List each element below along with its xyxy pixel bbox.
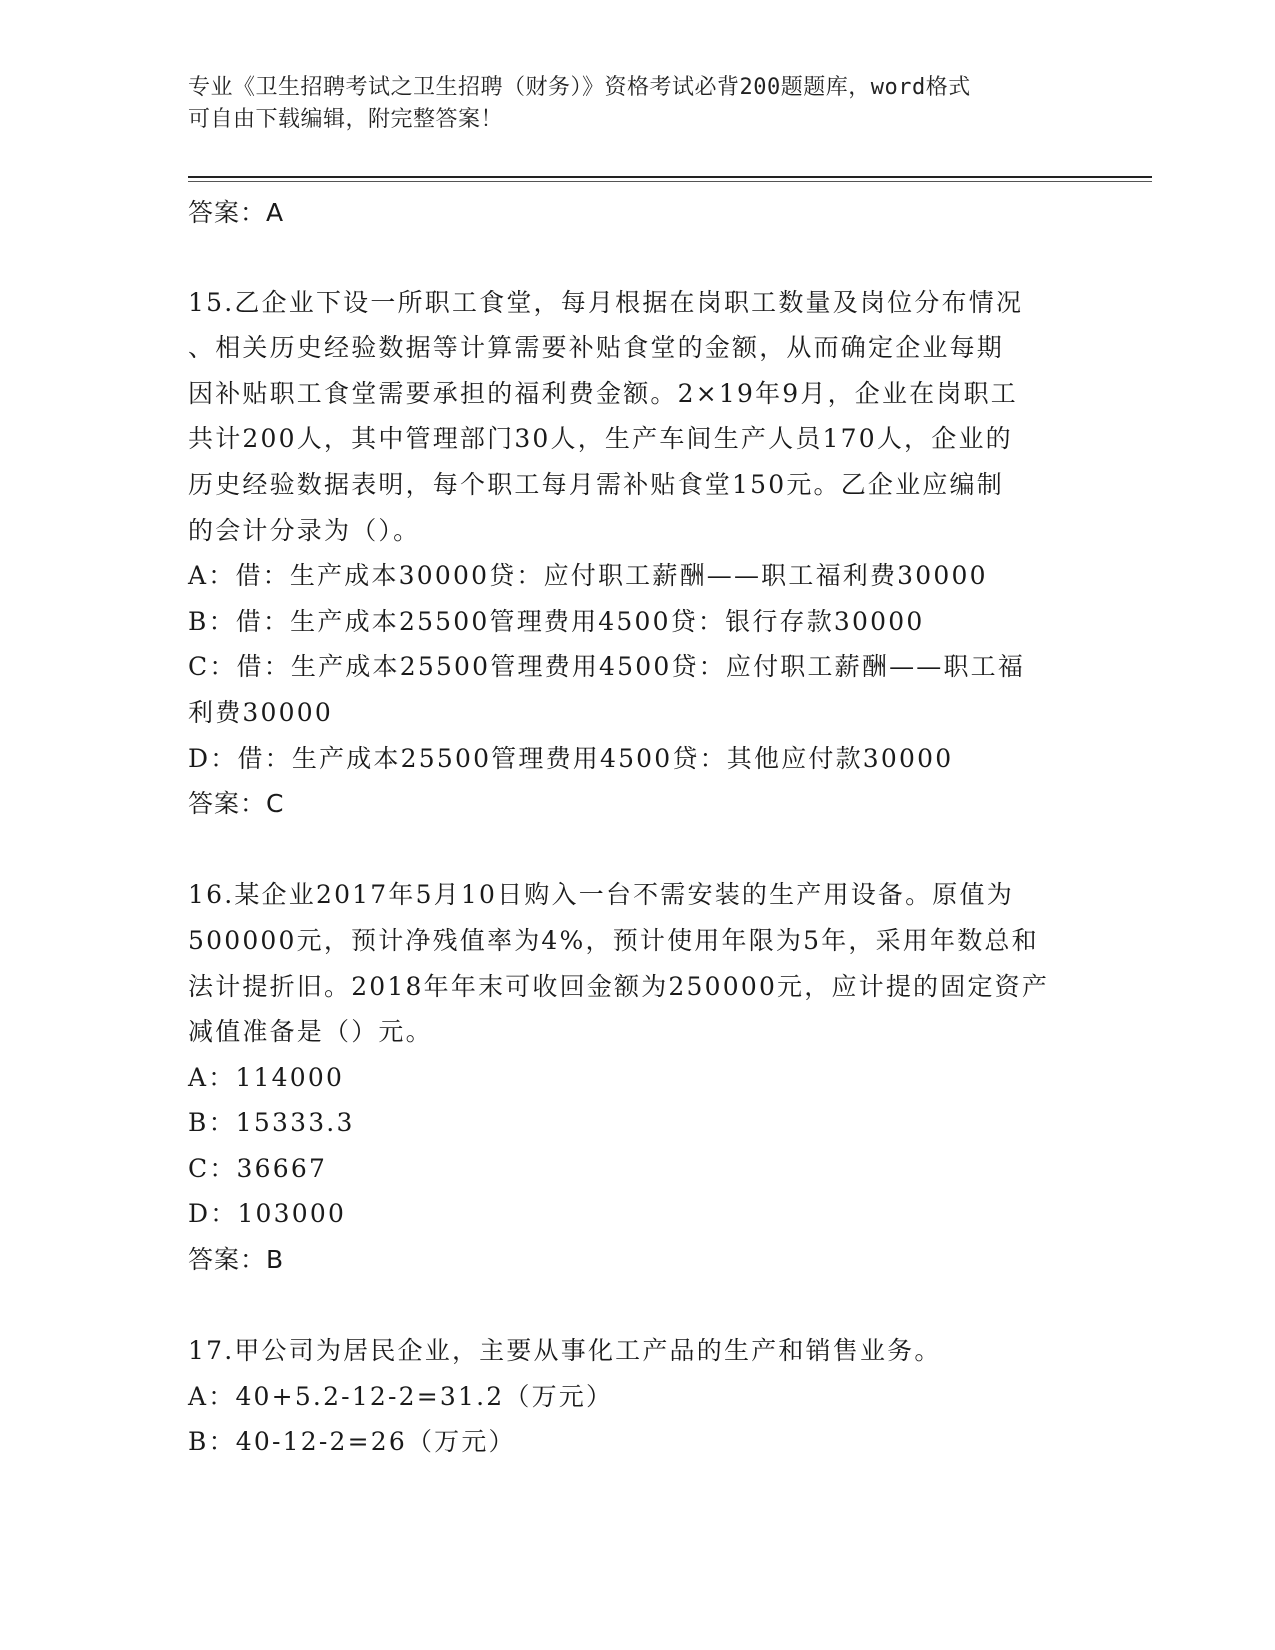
question-15-option-d: D：借：生产成本25500管理费用4500贷：其他应付款30000 [188,743,954,773]
question-15-stem-line: 历史经验数据表明，每个职工每月需补贴食堂150元。乙企业应编制 [188,469,1004,499]
question-15-stem-line: 因补贴职工食堂需要承担的福利费金额。2×19年9月，企业在岗职工 [188,378,1018,408]
header-title-line-1: 专业《卫生招聘考试之卫生招聘（财务）》资格考试必背200题题库，word格式 [188,75,971,100]
question-16-stem-line: 减值准备是（）元。 [188,1017,433,1047]
question-16-option-d: D：103000 [188,1199,347,1229]
question-content [188,190,1108,1465]
question-15-answer: 答案：C [188,789,285,819]
question-15-stem-line: 、相关历史经验数据等计算需要补贴食堂的金额，从而确定企业每期 [188,333,1005,363]
document-header [188,72,1088,136]
question-15-option-b: B：借：生产成本25500管理费用4500贷：银行存款30000 [188,606,925,636]
question-17 [188,1328,1108,1465]
spacer [188,1283,1108,1329]
question-16-option-a: A：114000 [188,1062,345,1092]
question-16-answer: 答案：B [188,1245,285,1275]
question-15-option-a: A：借：生产成本30000贷：应付职工薪酬——职工福利费30000 [188,561,988,591]
question-17-option-b: B：40-12-2=26（万元） [188,1427,516,1457]
question-15-option-c-continued: 利费30000 [188,697,333,727]
previous-question-answer: 答案：A [188,198,285,227]
question-16-stem-line: 16.某企业2017年5月10日购入一台不需安装的生产用设备。原值为 [188,880,1014,910]
question-16-option-b: B：15333.3 [188,1108,355,1138]
question-17-option-a: A：40+5.2-12-2=31.2（万元） [188,1381,614,1411]
question-15-stem-line: 15.乙企业下设一所职工食堂，每月根据在岗职工数量及岗位分布情况 [188,287,1024,317]
header-title-line-2: 可自由下载编辑，附完整答案！ [188,107,504,132]
question-16-stem-line: 法计提折旧。2018年年末可收回金额为250000元，应计提的固定资产 [188,971,1050,1001]
question-15-stem-line: 共计200人，其中管理部门30人，生产车间生产人员170人，企业的 [188,424,1013,454]
question-16-stem-line: 500000元，预计净残值率为4%，预计使用年限为5年，采用年数总和 [188,925,1039,955]
question-15-option-c: C：借：生产成本25500管理费用4500贷：应付职工薪酬——职工福 [188,652,1026,682]
spacer [188,258,1108,280]
question-15-stem-line: 的会计分录为（）。 [188,515,421,545]
header-divider-thick [188,176,1152,178]
question-16 [188,872,1108,1282]
question-15 [188,280,1108,827]
question-16-option-c: C：36667 [188,1153,328,1183]
spacer [188,827,1108,873]
spacer [188,236,1108,258]
header-divider-thin [188,181,1152,182]
question-17-stem-line: 17.甲公司为居民企业，主要从事化工产品的生产和销售业务。 [188,1336,942,1366]
